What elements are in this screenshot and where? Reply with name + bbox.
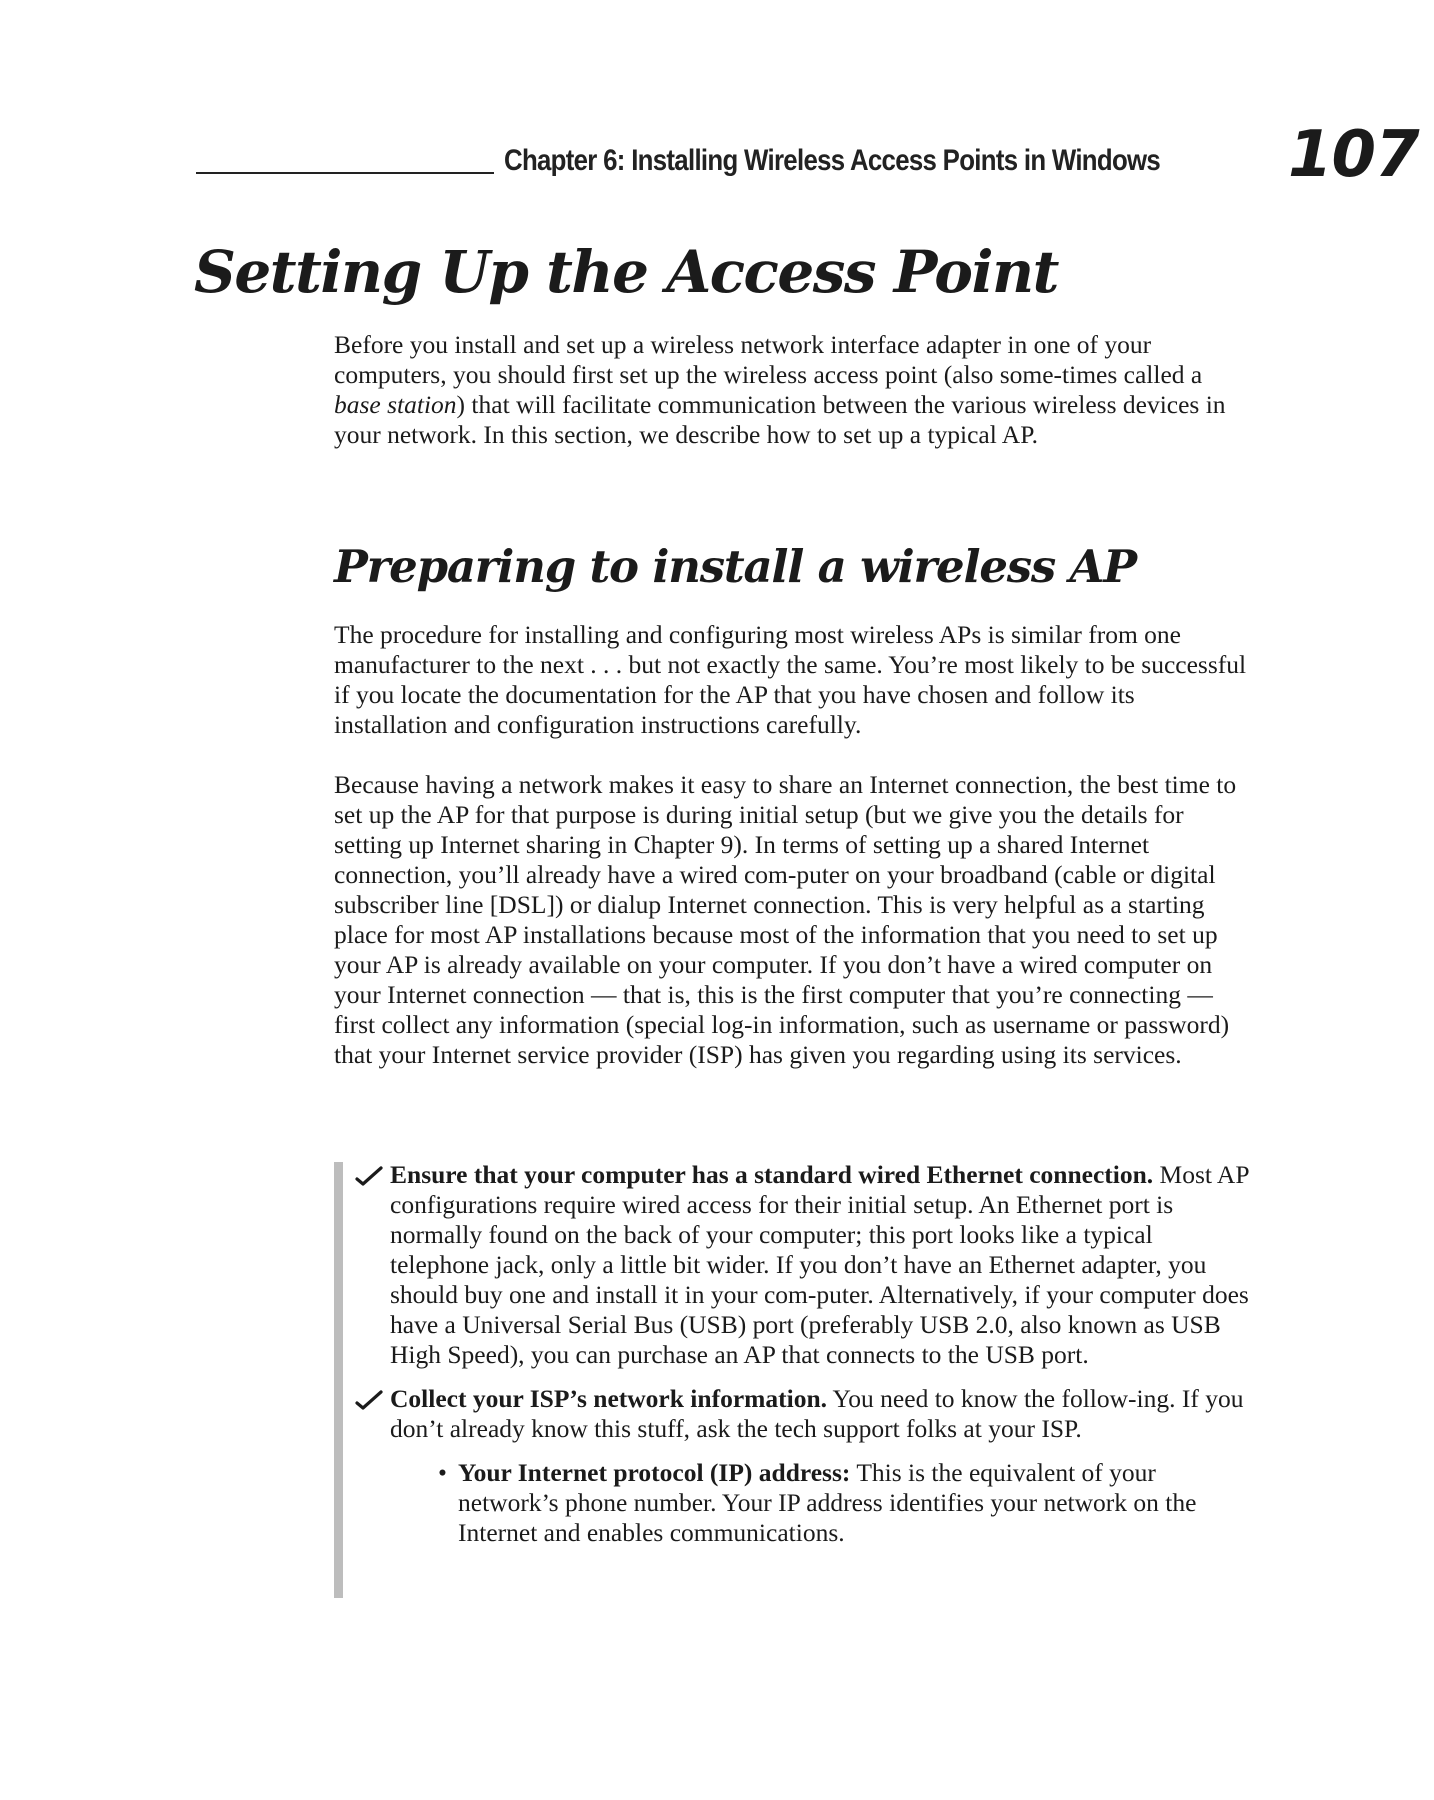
body-paragraph: The procedure for installing and configuring most wireless APs is similar from one manufacturer to the next . . . but not exactly the same. You’re most likely to be successful if you locate the documentation for the AP that you have chosen and follow its installation and configuration instructions carefully. (334, 620, 1247, 739)
check-icon (354, 1160, 384, 1190)
bullet-dot-icon: • (438, 1458, 447, 1487)
chapter-title: Chapter 6: Installing Wireless Access Points in Windows (504, 144, 1161, 177)
checklist-item-text: Most AP configurations require wired access for their initial setup. An Ethernet port is normally found on the back of your computer; this port looks like a typical telephone jack, only a little bit wider. If you don’t have an Ethernet adapter, you should buy one and install it in your com-puter. Alternatively, if your computer does have a Universal Serial Bus (USB) port (preferably USB 2.0, also known as USB High Speed), you can purchase an AP that connects to the USB port. (390, 1160, 1249, 1369)
header-rule (196, 172, 494, 174)
page-number: 107 (1288, 118, 1419, 192)
intro-paragraph (334, 330, 1254, 450)
sub-bullet-lead: Your Internet protocol (IP) address: (458, 1458, 851, 1487)
body-paragraph: Because having a network makes it easy to share an Internet connection, the best time to set up the AP for that purpose is during initial setup (but we give you the details for setting up Internet sharing in Chapter 9). In terms of setting up a shared Internet connection, you’ll already have a wired com-puter on your broadband (cable or digital subscriber line [DSL]) or dialup Internet connection. This is very helpful as a starting place for most AP installations because most of the information that you need to set up your AP is already available on your computer. If you don’t have a wired computer on your Internet connection — that is, this is the first computer that you’re connecting — first collect any information (special log-in information, such as username or password) that your Internet service provider (ISP) has given you regarding using its services. (334, 770, 1237, 1069)
checklist-item (354, 1160, 1254, 1370)
running-head (196, 118, 1419, 192)
checklist-item-lead: Ensure that your computer has a standard wired Ethernet connection. (390, 1160, 1154, 1189)
intro-text-start: Before you install and set up a wireless network interface adapter in one of your computers, you should first set up the wireless access point (also some-times called a (334, 330, 1203, 389)
subsection-heading: Preparing to install a wireless AP (334, 540, 1136, 593)
checklist-item-text: You need to know the follow-ing. If you don’t already know this stuff, ask the tech support folks at your ISP. (390, 1384, 1244, 1443)
sub-bullet-item (438, 1458, 1254, 1548)
checklist (354, 1160, 1254, 1562)
check-icon (354, 1384, 384, 1414)
intro-emphasis: base station (334, 390, 457, 419)
checklist-item (354, 1384, 1254, 1548)
section-heading: Setting Up the Access Point (194, 238, 1058, 306)
sub-bullet-text: This is the equivalent of your network’s phone number. Your IP address identifies your network on the Internet and enables communications. (458, 1458, 1197, 1547)
intro-text-end: ) that will facilitate communication between the various wireless devices in your network. In this section, we describe how to set up a typical AP. (334, 390, 1226, 449)
checklist-item-lead: Collect your ISP’s network information. (390, 1384, 828, 1413)
sub-bullet-list (390, 1458, 1254, 1548)
tip-margin-bar (334, 1162, 343, 1598)
